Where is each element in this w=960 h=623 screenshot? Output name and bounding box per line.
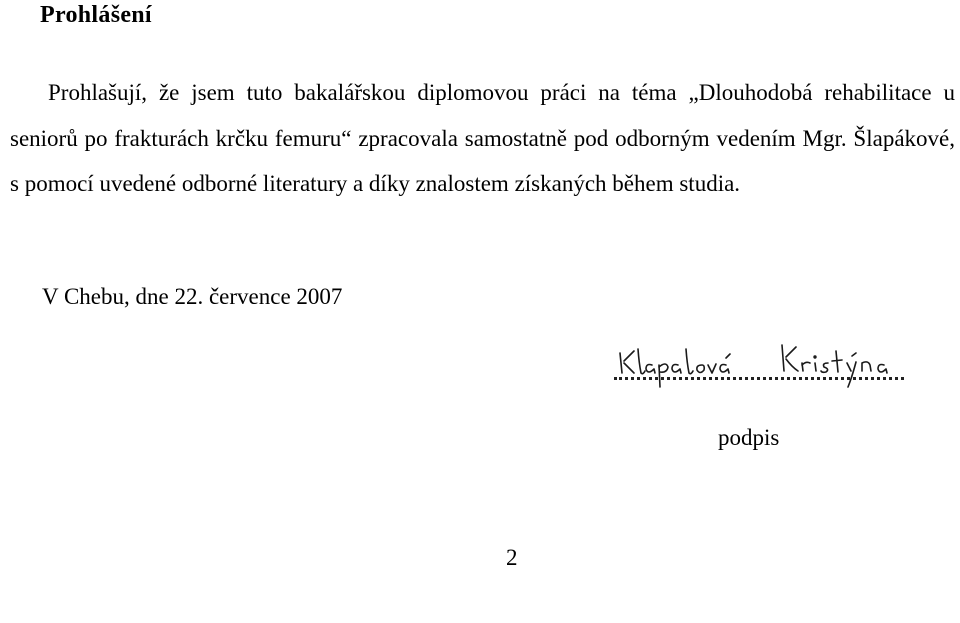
handwritten-signature [612,325,912,390]
signature-label: podpis [718,425,780,450]
declaration-paragraph: Prohlašují, že jsem tuto bakalářskou diplomovou práci na téma „Dlouhodobá rehabilitace u seniorů po frakturách krčku femuru“ zpracovala samostatně pod odborným vedením Mgr. Šlapákové, s pomocí uvedené odborné literatury a díky znalostem získaných během studia. [10,80,955,196]
page-title: Prohlášení [40,2,152,28]
signature-block [612,325,912,390]
signature-line [614,377,904,380]
page-number: 2 [506,545,518,570]
place-date-line: V Chebu, dne 22. července 2007 [42,284,343,309]
